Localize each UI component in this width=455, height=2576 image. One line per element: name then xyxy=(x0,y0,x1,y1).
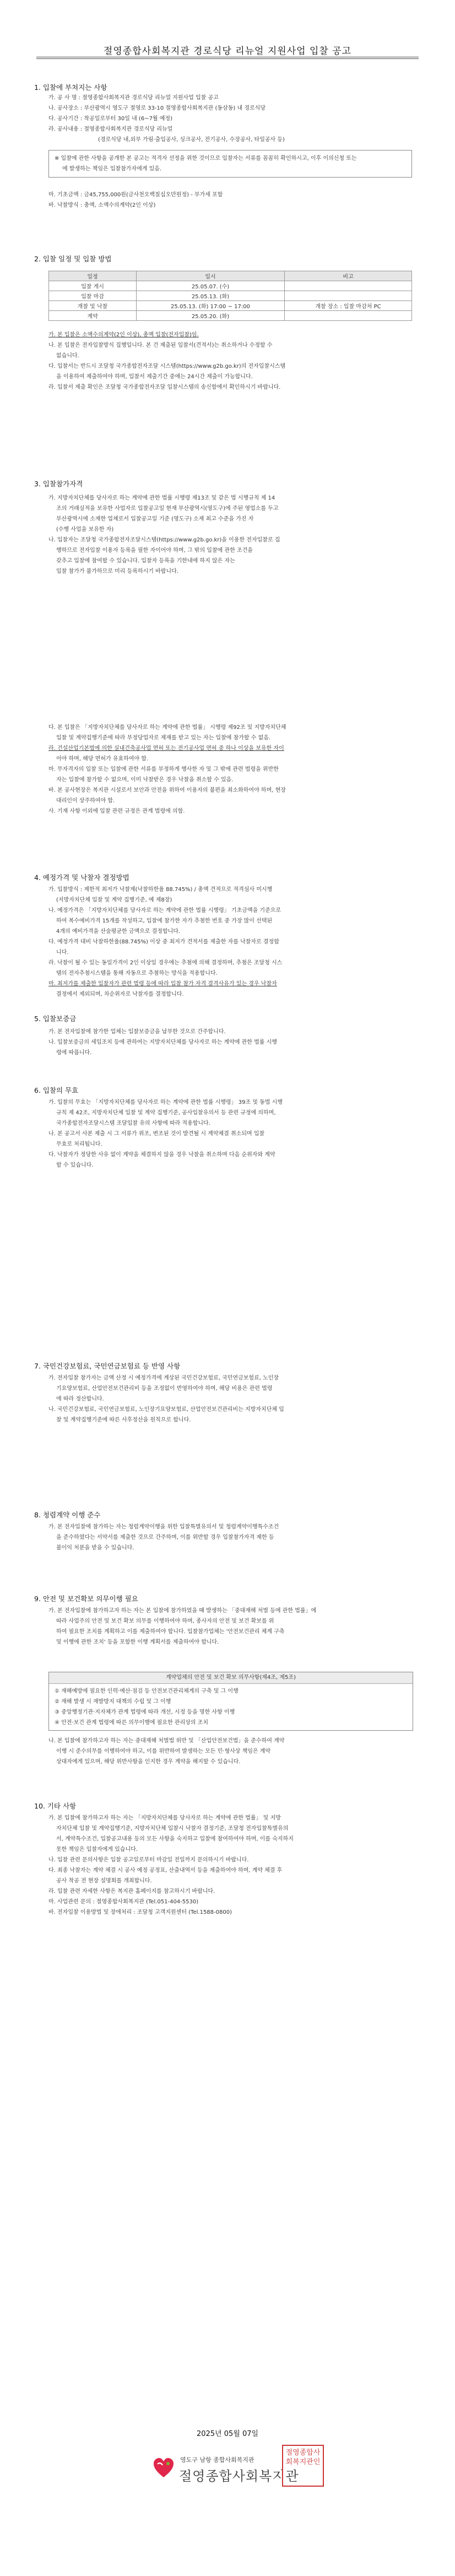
section-5-heading: 5. 입찰보증금 xyxy=(34,1015,77,1023)
section-2-line xyxy=(48,330,418,340)
section-3-line: 가. 지방자치단체를 당사자로 하는 계약에 관한 법률 시행령 제13조 및 같은 법 시행규칙 제 14 xyxy=(48,495,275,501)
section-9-line: 하여 필요한 조치를 계획하고 이를 제출하여야 합니다. 입찰참가업체는 '안전보건관리 체계 구축 xyxy=(56,1629,285,1635)
section-9-line: 이행 시 준수의무를 이행하여야 하고, 이를 위반하여 발생하는 모든 민·형사상 책임은 계약 xyxy=(56,1748,271,1754)
section-2-line: 나. 본 입찰은 전자입찰방식 집행입니다. 본 건 제출된 입찰서(견적서)는 취소하거나 수정할 수 xyxy=(48,342,273,348)
section-7-line: 찰 및 계약집행기준에 따른 사후정산을 원칙으로 합니다. xyxy=(56,1417,191,1423)
section-9-line: 나. 본 입찰에 참가하고자 하는 자는 중대재해 처벌법 위반 및 「산업안전보건법」을 준수하여 계약 xyxy=(48,1738,285,1744)
section-3-line: 어야 하며, 해당 면허가 유효하여야 함. xyxy=(56,756,149,762)
section-10-heading: 10. 기타 사항 xyxy=(34,1802,77,1810)
section-1-body xyxy=(48,93,412,145)
emphasis-text: 라. 건설산업기본법에 의한 실내건축공사업 면허 또는 전기공사업 면허 중 하나 이상을 보유한 자이 xyxy=(48,745,284,752)
section-10-line: 바. 전자입찰 이용방법 및 장애처리 : 조달청 고객지원센터 (Tel.1588-0800) xyxy=(48,1909,232,1915)
column-header: 일시 xyxy=(137,271,285,281)
section-3-line: 입찰 참가가 불가하므로 미리 등록하시기 바랍니다. xyxy=(56,568,178,575)
section-4-line: 4개의 예비가격을 산술평균한 금액으로 결정합니다. xyxy=(56,929,181,935)
section-10-line: 마. 사업관련 문의 : 절영종합사회복지관 (Tel.051-404-5530) xyxy=(48,1899,199,1905)
table-row xyxy=(49,311,412,321)
section-10-line: 다. 최종 낙찰자는 계약 체결 시 공사 예정 공정표, 산출내역서 등을 제출하여야 하며, 계약 체결 후 xyxy=(48,1867,283,1874)
section-10-line: 라. 입찰 관련 자세한 사항은 복지관 홈페이지를 참고하시기 바랍니다. xyxy=(48,1888,215,1895)
section-8-body xyxy=(48,1522,418,1553)
section-2-line: 을 이용하여 제출하여야 하며, 입찰서 제출기간 중에는 24시간 제출이 가능합니다. xyxy=(56,374,253,380)
section-4-line: 나. 예정가격은 「지방자치단체를 당사자로 하는 계약에 관한 법률 시행령」 기초금액을 기준으로 xyxy=(48,908,281,914)
section-1-line: 가. 공 사 명 : 절영종합사회복지관 경로식당 리뉴얼 지원사업 입찰 공고 xyxy=(48,95,219,101)
section-6-line: 국가종합전자조달시스템 조달입찰 유의 사항에 따라 적용합니다. xyxy=(56,1120,210,1126)
table-cell: 입찰 게시 xyxy=(49,281,137,291)
section-2-heading: 2. 입찰 일정 및 입찰 방법 xyxy=(34,255,112,263)
section-1-body-2 xyxy=(48,190,412,211)
notice-box xyxy=(48,150,412,178)
table-row xyxy=(49,281,412,291)
section-6-line: 나. 본 공고서 사본 제출 시 그 서류가 위조, 변조된 것이 발견될 시 계약체결 취소되며 입찰 xyxy=(48,1131,265,1137)
logo-small-text: 영도구 남항 종합사회복지관 xyxy=(180,2456,254,2464)
section-4-line: (지방자치단체 입찰 및 계약 집행기준, 예 제8장) xyxy=(56,897,172,903)
section-7-line: 나. 국민건강보험료, 국민연금보험료, 노인장기요양보험료, 산업안전보건관리비는 지방자치단체 입 xyxy=(48,1407,284,1413)
emphasis-text: ① 재해예방에 필요한 인력·예산·점검 등 안전보건관리체계의 구축 및 그 이행 xyxy=(55,1688,239,1694)
section-5-line: 가. 본 전자입찰에 참가한 업체는 입찰보증금을 납부한 것으로 간주합니다. xyxy=(48,1029,226,1035)
table-row xyxy=(49,301,412,311)
section-4-line: 결정에서 제외되며, 차순위자로 낙찰자를 결정합니다. xyxy=(56,991,184,997)
section-3-line: 바. 본 공사현장은 복지관 시설로서 보안과 안전을 위하여 이용자의 불편을 최소화하여야 하며, 현장 xyxy=(48,787,286,793)
section-3-line: (수행 사업을 보유한 자) xyxy=(56,527,114,533)
section-10-line: 자치단체 입찰 및 계약집행기준, 지방자치단체 입찰시 낙찰자 결정기준, 조달청 전자입찰특별유의 xyxy=(56,1826,289,1832)
official-seal: 절영종합사회복지관인 xyxy=(282,2445,324,2487)
table-cell: 25.05.20. (화) xyxy=(137,311,285,321)
section-7-line: 가. 전자입찰 참가자는 금액 산정 시 예정가격에 계상된 국민건강보험료, 국민연금보험료, 노인장 xyxy=(48,1375,279,1381)
column-header: 비고 xyxy=(285,271,412,281)
section-3-line: 다. 본 입찰은 「지방자치단체를 당사자로 하는 계약에 관한 법률」 시행령 제92조 및 지방자치단체 xyxy=(48,724,286,731)
section-10-line: 서, 계약특수조건, 입찰공고내용 등의 모든 사항을 숙지하고 입찰에 참여하여야 하며, 이를 숙지하지 xyxy=(56,1836,294,1842)
section-9-line: 가. 본 전자입찰에 참가하고자 하는 자는 본 입찰에 참가하였을 때 발생하는 「중대재해 처벌 등에 관한 법률」에 xyxy=(48,1608,317,1614)
section-3-line: 마. 무자격자의 입찰 또는 입찰에 관한 서류를 부정하게 행사한 자 및 그 밖에 관련 법령을 위반한 xyxy=(48,766,279,772)
section-1-line: (경로식당 내,외부 가림·출입공사, 싱크공사, 전기공사, 수장공사, 타일공사 등) xyxy=(98,137,285,143)
table-cell: 개찰 장소 : 입찰 마감처 PC xyxy=(285,301,412,311)
section-10-line: 공사 착공 전 현장 설명회를 개최합니다. xyxy=(56,1878,152,1884)
section-4-line: 템의 전자추첨시스템을 통해 자동으로 추첨하는 방식을 적용합니다. xyxy=(56,970,218,976)
table-cell xyxy=(285,281,412,291)
section-7-line: 기요양보험료, 산업안전보건관리비 등을 조정없이 반영하여야 하며, 해당 비용은 관련 법령 xyxy=(56,1386,273,1392)
heart-logo-icon xyxy=(153,2456,175,2480)
section-3-body xyxy=(48,493,418,577)
announcement-date: 2025년 05월 07일 xyxy=(196,2430,259,2438)
section-10-line: 못한 책임은 입찰자에게 있습니다. xyxy=(56,1847,138,1853)
section-4-line: 가. 입찰방식 : 제한적 최저가 낙찰제(낙찰하한율 88.745%) / 총액 견적으로 적격심사 미시행 xyxy=(48,887,273,893)
table-cell xyxy=(285,311,412,321)
section-2-body xyxy=(48,330,418,393)
section-1-line: 바. 낙찰방식 : 총액, 소액수의계약(2인 이상) xyxy=(48,202,156,208)
section-9-line: 따라 사업주의 안전 및 보건 확보 의무를 이행하여야 하며, 종사자의 안전 및 보건 확보를 위 xyxy=(56,1618,274,1624)
table-cell: 입찰 마감 xyxy=(49,291,137,301)
section-6-line: 할 수 있습니다. xyxy=(56,1162,94,1168)
safety-box-body xyxy=(49,1684,413,1730)
safety-item: ② 재해 발생 시 재발방지 대책의 수립 및 그 이행 xyxy=(55,1699,171,1705)
section-10-line: 나. 입찰 관련 문의사항은 입찰 공고일로부터 마감일 전일까지 문의하시기 바랍니다. xyxy=(48,1857,249,1863)
section-4-line: 다. 예정가격 대비 낙찰하한율(88.745%) 이상 중 최저가 견적서를 제출한 자를 낙찰자로 결정합 xyxy=(48,939,279,945)
section-8-heading: 8. 청렴계약 이행 준수 xyxy=(34,1511,101,1519)
section-3-line: 나. 입찰자는 조달청 국가종합전자조달시스템(https://www.g2b.go.kr)을 이용한 전자입찰로 집 xyxy=(48,537,280,543)
section-8-line: 을 준수하였다는 서약서를 제출한 것으로 간주하며, 이를 위반할 경우 입찰참가자격 제한 등 xyxy=(56,1534,274,1541)
section-3-line: 사. 기재 사항 이외에 입찰 관련 규정은 관계 법령에 의함. xyxy=(48,808,185,814)
section-3-line: 대리인이 상주하여야 함. xyxy=(56,798,115,804)
table-cell: 25.05.13. (화) xyxy=(137,291,285,301)
section-6-line: 다. 낙찰자가 정당한 사유 없이 계약을 체결하지 않을 경우 낙찰을 취소하며 다음 순위자와 계약 xyxy=(48,1152,275,1158)
section-4-line: 하여 복수예비가격 15개를 작성하고, 입찰에 참가한 자가 추첨한 번호 중 가장 많이 선택된 xyxy=(56,918,273,924)
section-1-heading: 1. 입찰에 부쳐지는 사항 xyxy=(34,83,107,92)
section-6-line: 규칙 제 42조, 지방자치단체 입찰 및 계약 집행기준, 공사입찰유의서 등 관련 규정에 의하며, xyxy=(56,1110,276,1116)
title-divider xyxy=(36,58,419,59)
section-9-body-2 xyxy=(48,1736,418,1767)
section-3-line: 행하므로 전자입찰 이용자 등록을 필한 자이어야 하며, 그 밖의 입찰에 관한 조건을 xyxy=(56,548,253,554)
notice-line: ※ 입찰에 관한 사항을 공개한 본 공고는 적격자 선정을 위한 것이므로 입찰자는 서류를 꼼꼼히 확인하시고, 이후 이의신청 또는 xyxy=(55,155,357,162)
section-1-line: 마. 기초금액 : 금45,755,000원(금사천오백칠십오만원정) - 부가세 포함 xyxy=(48,192,223,198)
safety-box-title: 계약업체의 안전 및 보건 확보 의무사항(제4조, 제5조) xyxy=(49,1672,413,1684)
safety-obligations-box xyxy=(48,1672,413,1731)
safety-item: ③ 중앙행정기관·지자체가 관계 법령에 따라 개선, 시정 등을 명한 사항 이행 xyxy=(55,1709,235,1715)
section-8-line: 불이익 처분을 받을 수 있습니다. xyxy=(56,1545,134,1551)
section-8-line: 가. 본 전자입찰에 참가하는 자는 청렴계약이행을 위한 입찰특별유의서 및 청렴계약이행특수조건 xyxy=(48,1524,279,1530)
section-1-line: 나. 공사장소 : 부산광역시 영도구 절영로 33-10 절영종합사회복지관 (동삼동) 내 경로식당 xyxy=(48,105,266,111)
emphasis-text: 마. 최저가를 제출한 입찰자가 관련 법령 등에 따라 입찰 참가 자격 결격사유가 있는 경우 낙찰자 xyxy=(48,981,277,987)
table-cell: 25.05.07. (수) xyxy=(137,281,285,291)
section-2-line: 라. 입찰서 제출 확인은 조달청 국가종합전자조달 입찰시스템의 송신함에서 확인하시기 바랍니다. xyxy=(48,384,281,390)
table-cell: 개찰 및 낙찰 xyxy=(49,301,137,311)
safety-item: ④ 안전·보건 관계 법령에 따른 의무이행에 필요한 관리상의 조치 xyxy=(55,1720,209,1726)
table-cell: 25.05.13. (화) 17:00 ~ 17:00 xyxy=(137,301,285,311)
section-10-line: 가. 본 입찰에 참가하고자 하는 자는 「지방자치단체를 당사자로 하는 계약에 관한 법률」 및 지방 xyxy=(48,1815,281,1821)
schedule-table xyxy=(48,271,412,321)
section-10-body xyxy=(48,1813,418,1918)
table-header-row xyxy=(49,271,412,281)
section-4-body xyxy=(48,884,418,1000)
section-3-line: 갖추고 입찰에 참여할 수 있습니다. 입찰자 등록을 기한내에 하지 않은 자는 xyxy=(56,558,235,564)
section-7-body xyxy=(48,1373,418,1425)
section-5-body xyxy=(48,1027,418,1058)
section-9-line: 및 이행에 관한 조치' 등을 포함한 이행 계획서를 제출하여야 합니다. xyxy=(56,1639,219,1645)
safety-item xyxy=(55,1686,407,1697)
section-5-line: 나. 입찰보증금의 세입조치 등에 관하여는 지방자치단체를 당사자로 하는 계약에 관한 법률 시행 xyxy=(48,1039,277,1045)
section-9-body xyxy=(48,1606,418,1647)
column-header: 일정 xyxy=(49,271,137,281)
section-3-line: 입찰 및 계약집행기준에 따라 부정당업자로 제재를 받고 있는 자는 입찰에 참가할 수 없음. xyxy=(56,735,271,741)
section-2-line: 다. 입찰서는 반드시 조달청 국가종합전자조달 시스템(https://www.g2b.go.kr)의 전자입찰시스템 xyxy=(48,363,286,369)
section-4-line: 니다. xyxy=(56,949,69,956)
section-2-line: 없습니다. xyxy=(56,353,79,359)
section-3-body-2 xyxy=(48,722,418,817)
section-7-line: 에 따라 정산합니다. xyxy=(56,1396,104,1402)
table-cell xyxy=(285,291,412,301)
section-1-line: 라. 공사내용 : 절영종합사회복지관 경로식당 리뉴얼 xyxy=(48,126,173,132)
table-row xyxy=(49,291,412,301)
section-1-line: 다. 공사기간 : 착공일로부터 30일 내 (6~7월 예정) xyxy=(48,116,172,122)
section-6-line: 무효로 처리됩니다. xyxy=(56,1141,102,1147)
section-4-heading: 4. 예정가격 및 낙찰자 결정방법 xyxy=(34,873,129,882)
section-7-heading: 7. 국민건강보험료, 국민연금보험료 등 반영 사항 xyxy=(34,1362,181,1370)
section-4-line xyxy=(48,979,418,989)
logo-main-text: 절영종합사회복지관 xyxy=(179,2468,299,2484)
notice-line: 에 발생하는 책임은 입찰참가자에게 있음. xyxy=(62,166,162,172)
section-9-line: 상대자에게 있으며, 해당 위반사항을 인지한 경우 계약을 해지할 수 있습니다. xyxy=(56,1759,241,1765)
section-6-body xyxy=(48,1097,418,1171)
section-9-heading: 9. 안전 및 보건확보 의무이행 필요 xyxy=(34,1595,138,1603)
page-title: 절영종합사회복지관 경로식당 리뉴얼 지원사업 입찰 공고 xyxy=(103,46,352,57)
section-3-line: 자는 입찰에 참가할 수 없으며, 이미 낙찰받은 경우 낙찰을 취소할 수 있음. xyxy=(56,777,234,783)
section-4-line: 라. 낙찰이 될 수 있는 동일가격이 2인 이상일 경우에는 추첨에 의해 결정하며, 추첨은 조달청 시스 xyxy=(48,960,283,966)
section-5-line: 령에 따릅니다. xyxy=(56,1050,92,1056)
section-3-line: 조의 거래실적을 보유한 사업자로 입찰공고일 현재 부산광역시(영도구)에 주된 영업소를 두고 xyxy=(56,506,279,512)
section-6-line: 가. 입찰의 무효는 「지방자치단체를 당사자로 하는 계약에 관한 법률 시행령」 39조 및 동법 시행 xyxy=(48,1099,283,1105)
section-3-line xyxy=(48,743,418,754)
emphasis-text: 가. 본 입찰은 소액수의계약(2인 이상), 총액 입찰(전자입찰)임. xyxy=(48,332,199,338)
section-3-heading: 3. 입찰참가자격 xyxy=(34,480,83,488)
section-6-heading: 6. 입찰의 무효 xyxy=(34,1086,79,1094)
section-3-line: 부산광역시에 소재한 업체로서 입찰공고일 기준 (영도구) 소재 최고 수준을 가진 자 xyxy=(56,516,254,522)
table-cell: 계약 xyxy=(49,311,137,321)
